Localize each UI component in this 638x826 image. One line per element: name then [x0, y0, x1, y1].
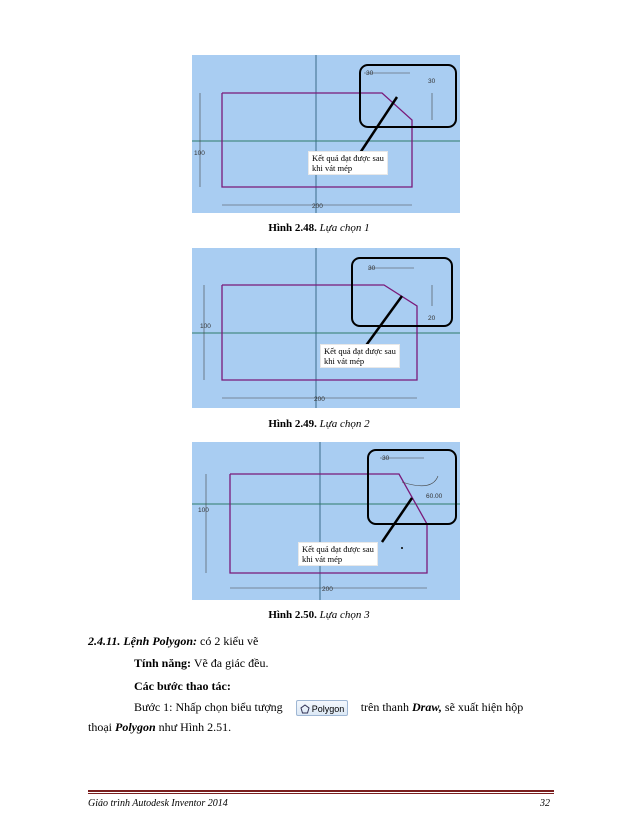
callout-note: Kết quả đạt được sau khi vát mép — [320, 344, 400, 368]
dim-bottom: 200 — [314, 396, 325, 403]
figure-caption: Hình 2.50. Lựa chọn 3 — [268, 609, 370, 621]
figure-caption: Hình 2.48. Lựa chọn 1 — [268, 222, 370, 234]
dim-right: 20 — [428, 315, 436, 322]
callout-note: Kết quả đạt được sau khi vát mép — [308, 151, 388, 175]
figure-2-48 — [192, 55, 460, 213]
dim-top: 30 — [382, 455, 390, 462]
dim-right: 30 — [428, 78, 436, 85]
dim-left: 100 — [198, 507, 209, 514]
dim-top: 30 — [368, 265, 376, 272]
figure-2-50 — [192, 442, 460, 600]
callout-note: Kết quả đạt được sau khi vát mép — [298, 542, 378, 566]
steps-heading: Các bước thao tác: — [134, 679, 231, 693]
dim-bottom: 200 — [322, 586, 333, 593]
sketch-drawing-2 — [192, 248, 460, 408]
dim-right: 60.00 — [426, 493, 443, 500]
step-1-line-1: Bước 1: Nhấp chọn biểu tượng Polygon trên thanh Draw, sẽ xuất hiện hộp — [134, 700, 524, 715]
sketch-drawing-1 — [192, 55, 460, 213]
section-heading: 2.4.11. Lệnh Polygon: có 2 kiểu vẽ — [88, 634, 259, 648]
step-1-line-2: thoại Polygon như Hình 2.51. — [88, 720, 232, 734]
dim-left: 100 — [194, 150, 205, 157]
footer-title: Giáo trình Autodesk Inventor 2014 — [88, 798, 228, 809]
footer-divider — [88, 790, 554, 792]
polygon-button[interactable]: Polygon — [296, 700, 348, 716]
footer-divider-thin — [88, 793, 554, 794]
dim-bottom: 200 — [312, 203, 323, 210]
feature-line: Tính năng: Vẽ đa giác đều. — [134, 656, 269, 670]
figure-caption: Hình 2.49. Lựa chọn 2 — [268, 418, 370, 430]
page-number: 32 — [540, 798, 550, 809]
polygon-icon — [300, 704, 310, 714]
dim-top: 30 — [366, 70, 374, 77]
sketch-drawing-3 — [192, 442, 460, 600]
dim-left: 100 — [200, 323, 211, 330]
figure-2-49 — [192, 248, 460, 408]
